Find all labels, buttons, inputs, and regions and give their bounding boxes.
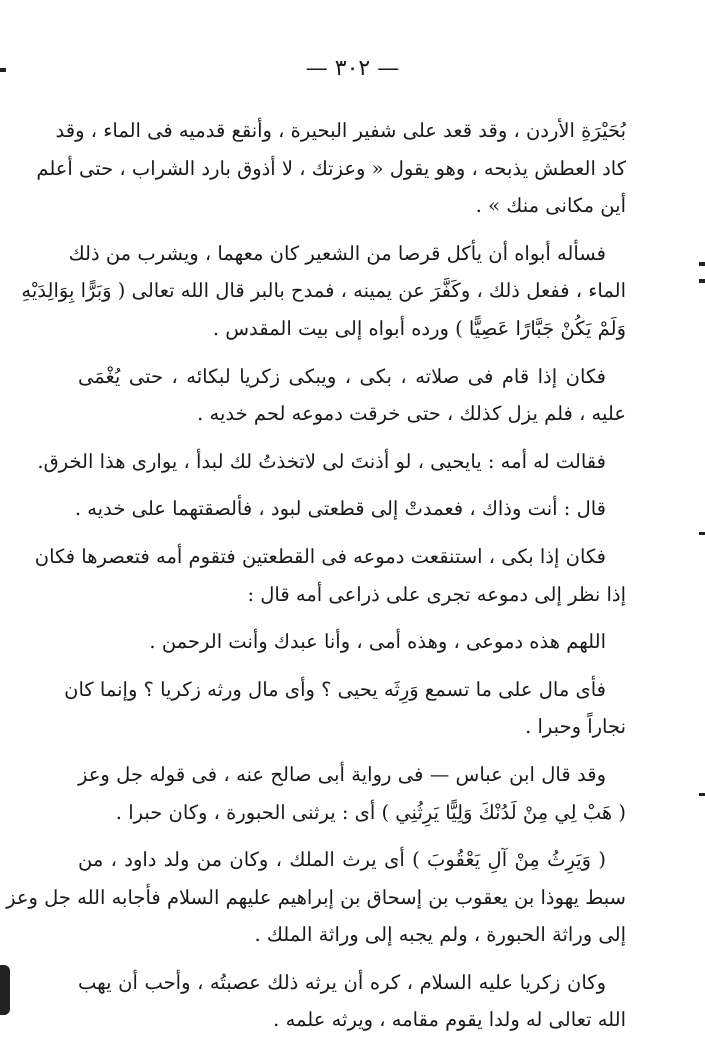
scan-mark (699, 262, 705, 266)
body-text (6, 112, 626, 1049)
text-line: عليه ، فلم يزل كذلك ، حتى خرقت دموعه لحم خديه . (197, 402, 626, 426)
scan-mark (699, 279, 705, 283)
text-line: بُحَيْرَةِ الأردن ، وقد قعد على شفير البحيرة ، وأنقع قدميه فى الماء ، وقد (55, 119, 626, 142)
paragraph-7 (78, 623, 626, 661)
text-line: ( وَيَرِثُ مِنْ آلِ يَعْقُوبَ ) أى يرث الملك ، وكان من ولد داود ، من (78, 848, 606, 872)
text-line: ( هَبْ لِي مِنْ لَدُنْكَ وَلِيًّا يَرِثُنِي ) أى : يرثنى الحبورة ، وكان حبرا . (115, 800, 626, 824)
paragraph-8 (64, 671, 626, 746)
text-line: سبط يهوذا بن يعقوب بن إسحاق بن إبراهيم عليهم السلام فأجابه الله جل وعز (6, 885, 626, 909)
scan-mark (699, 793, 705, 796)
paragraph-10 (6, 841, 626, 954)
paragraph-11 (78, 964, 626, 1039)
text-line: إلى وراثة الحبورة ، ولم يجبه إلى وراثة الملك . (254, 923, 626, 947)
paragraph-4 (37, 443, 626, 481)
text-line: إذا نظر إلى دموعه تجرى على ذراعى أمه قال : (247, 582, 626, 606)
scan-mark (0, 68, 6, 72)
text-line: قال : أنت وذاك ، فعمدتْ إلى قطعتى لبود ، فألصقتهما على خديه . (74, 497, 606, 521)
scan-mark (0, 965, 10, 1015)
paragraph-3 (78, 358, 626, 433)
paragraph-5 (74, 490, 626, 528)
text-line: فقالت له أمه : يايحيى ، لو أذنتَ لى لاتخذتُ لك لبدأ ، يوارى هذا الخرق. (37, 449, 606, 473)
text-line: فأى مال على ما تسمع وَرِثَه يحيى ؟ وأى مال ورثه زكريا ؟ وإنما كان (64, 677, 606, 701)
text-line: كاد العطش يذبحه ، وهو يقول « وعزتك ، لا أذوق بارد الشراب ، حتى أعلم (36, 156, 626, 180)
text-line: الماء ، ففعل ذلك ، وكَفَّرَ عن يمينه ، فمدح بالبر قال الله تعالى ( وَبَرًّا بِوَالِدَيْهِ (21, 279, 626, 303)
paragraph-1 (36, 112, 626, 225)
paragraph-6 (34, 538, 626, 613)
scan-mark (699, 532, 705, 535)
text-line: فسأله أبواه أن يأكل قرصا من الشعير كان معهما ، ويشرب من ذلك (68, 241, 606, 265)
text-line: نجاراً وحبرا . (525, 715, 626, 739)
text-line: الله تعالى له ولدا يقوم مقامه ، ويرثه علمه . (273, 1008, 626, 1032)
paragraph-9 (78, 756, 626, 831)
text-line: وَلَمْ يَكُنْ جَبَّارًا عَصِيًّا ) ورده أبواه إلى بيت المقدس . (212, 316, 626, 340)
text-line: وكان زكريا عليه السلام ، كره أن يرثه ذلك عصبتُه ، وأحب أن يهب (78, 970, 606, 994)
text-line: وقد قال ابن عباس — فى رواية أبى صالح عنه ، فى قوله جل وعز (78, 762, 606, 786)
page-number: — ٣٠٢ — (305, 56, 400, 81)
text-line: أين مكانى منك » . (475, 194, 626, 218)
text-line: اللهم هذه دموعى ، وهذه أمى ، وأنا عبدك وأنت الرحمن . (149, 630, 606, 654)
text-line: فكان إذا قام فى صلاته ، بكى ، ويبكى زكريا لبكائه ، حتى يُغْمَى (78, 364, 606, 388)
text-line: فكان إذا بكى ، استنقعت دموعه فى القطعتين فتقوم أمه فتعصرها فكان (34, 544, 606, 568)
paragraph-2 (21, 235, 626, 348)
